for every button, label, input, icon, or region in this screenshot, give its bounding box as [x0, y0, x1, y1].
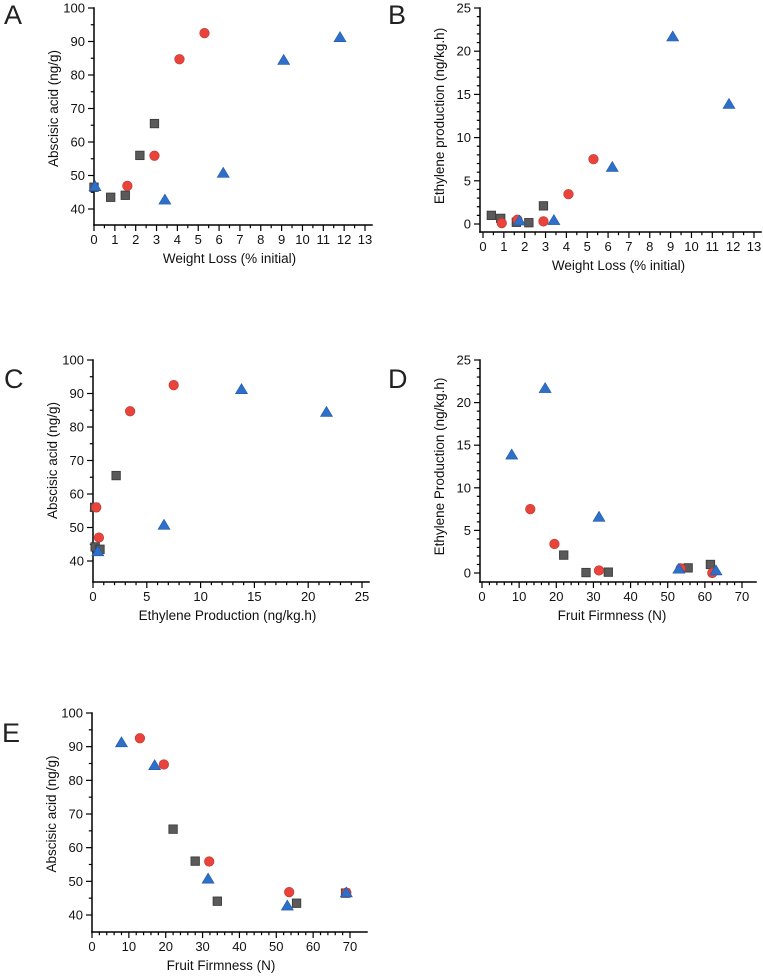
data-point-circle [94, 533, 104, 543]
y-axis-title: Ethylene production (ng/kg.h) [432, 27, 447, 205]
data-point-triangle [281, 900, 293, 910]
tick-labels [457, 353, 750, 605]
y-tick-label: 0 [463, 216, 471, 232]
data-point-circle [169, 380, 179, 390]
data-point-circle [159, 760, 169, 770]
scatter-plot-c [0, 330, 381, 642]
x-tick-label: 10 [121, 939, 137, 954]
data-point-circle [204, 857, 214, 867]
x-tick-label: 40 [623, 589, 638, 604]
series-red-circles [497, 154, 598, 228]
data-point-circle [564, 189, 574, 199]
data-point-triangle [593, 511, 605, 521]
x-tick-label: 0 [479, 239, 487, 254]
y-axis-title: Abscisic acid (ng/g) [46, 49, 61, 168]
panel-c [0, 330, 381, 642]
y-tick-label: 90 [68, 739, 83, 755]
tick-labels [62, 353, 369, 605]
data-point-triangle [159, 194, 171, 204]
series-gray-squares [169, 825, 350, 907]
x-tick-label: 3 [152, 232, 161, 247]
x-tick-label: 50 [269, 939, 284, 954]
x-tick-label: 20 [300, 589, 316, 604]
data-point-circle [550, 539, 560, 549]
y-tick-label: 40 [68, 907, 83, 923]
axes [94, 8, 372, 225]
data-point-circle [284, 887, 294, 897]
x-tick-label: 6 [215, 232, 223, 247]
y-tick-label: 100 [61, 705, 83, 721]
y-tick-label: 70 [68, 806, 83, 822]
y-tick-label: 100 [62, 352, 84, 368]
y-tick-label: 70 [70, 101, 85, 116]
x-tick-label: 6 [604, 239, 612, 254]
y-tick-label: 10 [456, 130, 471, 146]
series-blue-triangles [506, 383, 722, 575]
y-tick-label: 100 [63, 0, 85, 16]
data-point-square [560, 551, 568, 559]
data-point-circle [497, 218, 507, 228]
data-point-triangle [548, 215, 560, 225]
data-point-square [121, 191, 129, 199]
data-point-triangle [334, 32, 346, 42]
x-tick-label: 13 [357, 232, 373, 247]
x-tick-label: 70 [342, 939, 358, 954]
x-tick-label: 50 [660, 589, 675, 604]
x-tick-label: 4 [173, 232, 182, 247]
y-tick-label: 40 [69, 553, 84, 569]
data-point-square [191, 857, 199, 865]
y-tick-label: 5 [463, 522, 471, 538]
x-tick-label: 12 [725, 239, 741, 254]
panel-label-b: B [388, 0, 407, 30]
y-axis-title: Abscisic acid (ng/g) [44, 755, 59, 873]
data-point-square [112, 471, 120, 479]
data-point-square [582, 568, 590, 576]
x-axis-title: Weight Loss (% initial) [551, 258, 686, 273]
axes [480, 360, 756, 582]
y-tick-label: 25 [456, 0, 471, 16]
y-tick-label: 20 [456, 395, 471, 411]
y-tick-label: 80 [68, 772, 83, 788]
x-tick-label: 10 [684, 239, 699, 254]
x-tick-label: 9 [277, 232, 286, 247]
scatter-plot-b [383, 0, 763, 300]
x-tick-label: 3 [541, 239, 550, 254]
data-point-triangle [115, 737, 127, 747]
data-point-square [150, 119, 158, 127]
x-tick-label: 7 [236, 232, 244, 247]
series-blue-triangles [115, 737, 352, 910]
x-axis-title: Weight Loss (% initial) [162, 251, 297, 266]
data-point-square [487, 211, 495, 219]
x-tick-label: 20 [549, 589, 564, 604]
data-point-square [136, 151, 144, 159]
data-point-circle [91, 503, 101, 513]
data-point-triangle [202, 873, 214, 883]
tick-marks [87, 360, 362, 588]
y-tick-label: 90 [70, 34, 85, 49]
panel-d [383, 330, 763, 642]
x-tick-label: 1 [111, 232, 119, 247]
series-red-circles [91, 380, 178, 542]
panel-label-a: A [4, 0, 23, 30]
data-point-circle [589, 154, 599, 164]
data-point-triangle [320, 406, 332, 416]
data-point-circle [135, 733, 145, 743]
data-point-circle [150, 151, 160, 161]
data-point-square [106, 193, 114, 201]
x-tick-label: 5 [194, 232, 202, 247]
x-tick-label: 8 [646, 239, 654, 254]
tick-marks [474, 8, 754, 238]
x-tick-label: 12 [336, 232, 352, 247]
y-tick-label: 60 [69, 486, 84, 502]
y-tick-label: 50 [68, 873, 83, 889]
x-tick-label: 8 [257, 232, 265, 247]
x-tick-label: 11 [316, 232, 331, 247]
x-tick-label: 0 [90, 232, 98, 247]
data-point-circle [175, 54, 185, 64]
x-tick-label: 1 [500, 239, 508, 254]
x-tick-label: 0 [88, 939, 96, 954]
x-axis-title: Fruit Firmness (N) [166, 958, 276, 973]
y-tick-label: 60 [68, 840, 83, 856]
data-point-square [292, 899, 300, 907]
x-tick-label: 25 [354, 589, 370, 604]
data-point-triangle [723, 98, 735, 108]
data-point-circle [125, 406, 135, 416]
panel-e [0, 680, 400, 976]
y-tick-label: 80 [70, 67, 85, 83]
x-tick-label: 60 [305, 939, 321, 954]
data-point-square [525, 219, 533, 227]
y-tick-label: 60 [70, 134, 85, 150]
tick-marks [474, 360, 742, 588]
y-tick-label: 10 [456, 480, 471, 496]
data-point-circle [200, 28, 210, 38]
data-point-triangle [235, 384, 247, 394]
y-tick-label: 50 [70, 168, 85, 183]
y-axis-title: Ethylene Production (ng/kg.h) [432, 377, 447, 556]
y-tick-label: 15 [456, 437, 471, 453]
data-point-triangle [217, 167, 229, 177]
x-tick-label: 0 [478, 589, 486, 604]
x-axis-title: Fruit Firmness (N) [557, 608, 667, 623]
data-point-triangle [667, 31, 679, 41]
x-tick-label: 15 [247, 589, 262, 604]
data-point-square [169, 825, 177, 833]
data-point-circle [594, 566, 604, 576]
x-tick-label: 11 [705, 239, 720, 254]
x-tick-label: 10 [295, 232, 310, 247]
x-tick-label: 0 [89, 589, 97, 604]
panel-b [383, 0, 763, 300]
data-point-triangle [278, 54, 290, 64]
data-point-triangle [606, 161, 618, 171]
x-tick-label: 30 [195, 939, 210, 954]
data-point-square [213, 897, 221, 905]
x-axis-title: Ethylene Production (ng/kg.h) [138, 608, 317, 623]
x-tick-label: 2 [521, 239, 529, 254]
data-point-triangle [506, 449, 518, 459]
series-red-circles [123, 28, 210, 190]
axes [92, 713, 367, 932]
y-tick-label: 80 [69, 419, 84, 435]
series-gray-squares [90, 471, 120, 553]
series-blue-triangles [513, 31, 735, 225]
y-tick-label: 5 [463, 173, 471, 189]
scatter-plot-a [0, 0, 381, 300]
x-tick-label: 40 [232, 939, 247, 954]
panel-label-c: C [4, 364, 24, 394]
y-axis-title: Abscisic acid (ng/g) [45, 401, 60, 520]
x-tick-label: 70 [734, 589, 750, 604]
x-tick-label: 10 [193, 589, 208, 604]
y-tick-label: 70 [69, 453, 84, 468]
tick-labels [63, 1, 372, 248]
axes [480, 8, 761, 232]
y-tick-label: 40 [70, 201, 85, 217]
data-point-square [539, 202, 547, 210]
y-tick-label: 0 [463, 565, 471, 581]
y-tick-label: 25 [456, 352, 471, 368]
x-tick-label: 5 [143, 589, 151, 604]
data-point-triangle [158, 519, 170, 529]
y-tick-label: 90 [69, 386, 84, 401]
x-tick-label: 60 [697, 589, 713, 604]
x-tick-label: 7 [625, 239, 633, 254]
x-tick-label: 30 [586, 589, 601, 604]
data-point-square [604, 568, 612, 576]
panel-label-e: E [2, 718, 21, 748]
series-red-circles [135, 733, 351, 897]
y-tick-label: 50 [69, 520, 84, 535]
scatter-plot-d [383, 330, 763, 642]
x-tick-label: 13 [746, 239, 762, 254]
x-tick-label: 2 [132, 232, 140, 247]
x-tick-label: 20 [158, 939, 173, 954]
series-blue-triangles [89, 32, 346, 204]
data-point-triangle [539, 383, 551, 393]
scatter-plot-e [0, 680, 400, 976]
series-gray-squares [560, 551, 715, 577]
axes [93, 360, 369, 582]
panel-label-d: D [388, 364, 408, 394]
data-point-circle [123, 181, 133, 191]
y-tick-label: 20 [456, 43, 471, 59]
x-tick-label: 9 [666, 239, 675, 254]
data-point-square [706, 560, 714, 568]
y-tick-label: 15 [456, 86, 471, 102]
data-point-circle [539, 217, 549, 227]
panel-a [0, 0, 381, 300]
tick-labels [61, 706, 357, 955]
x-tick-label: 10 [511, 589, 527, 604]
x-tick-label: 5 [583, 239, 591, 254]
data-point-circle [525, 504, 535, 514]
x-tick-label: 4 [562, 239, 571, 254]
